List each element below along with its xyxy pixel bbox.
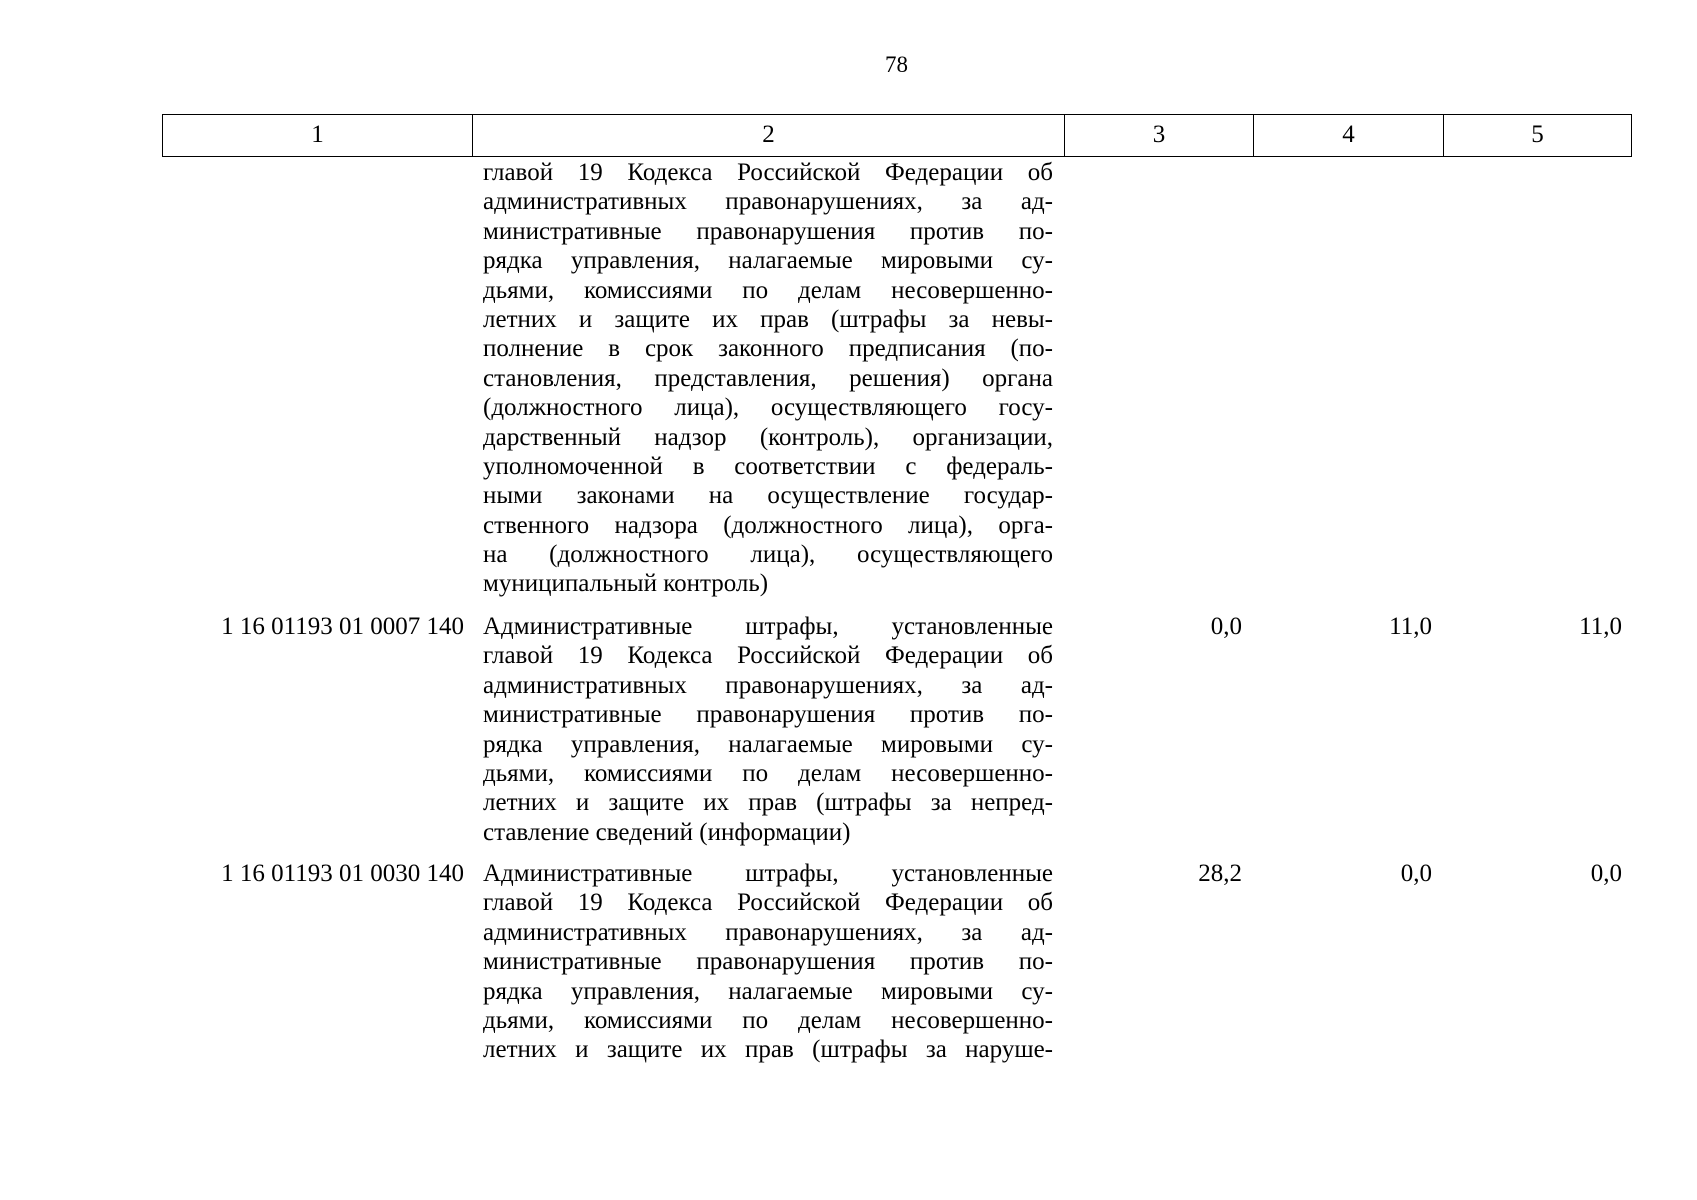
description-line: ными законами на осуществление государ- — [483, 482, 1053, 510]
description-line: Административные штрафы, установленные — [483, 860, 1053, 887]
row-value-col4: 11,0 — [1389, 613, 1432, 640]
description-line: административных правонарушениях, за ад- — [483, 918, 1053, 946]
description-line: дьями, комиссиями по делам несовершенно- — [483, 759, 1053, 787]
row-value-col4: 0,0 — [1400, 860, 1432, 887]
column-header-1: 1 — [163, 115, 473, 156]
description-line: полнение в срок законного предписания (по- — [483, 335, 1053, 363]
row-value-col3: 0,0 — [1210, 613, 1242, 640]
description-line: летних и защите их прав (штрафы за невы- — [483, 305, 1053, 333]
description-line: ственного надзора (должностного лица), орга- — [483, 511, 1053, 539]
description-line: на (должностного лица), осуществляющего — [483, 541, 1053, 569]
description-line: министративные правонарушения против по- — [483, 701, 1053, 729]
description-line: дьями, комиссиями по делам несовершенно- — [483, 276, 1053, 304]
row-value-col3: 28,2 — [1198, 860, 1242, 887]
column-header-3: 3 — [1065, 115, 1254, 156]
row-value-col5: 0,0 — [1590, 860, 1622, 887]
description-line: рядка управления, налагаемые мировыми су- — [483, 730, 1053, 758]
description-line: дьями, комиссиями по делам несовершенно- — [483, 1006, 1053, 1034]
row-code: 1 16 01193 01 0007 140 — [221, 613, 464, 640]
table-header-row — [162, 114, 1632, 157]
description-line: летних и защите их прав (штрафы за наруше- — [483, 1036, 1053, 1064]
row-description — [483, 612, 1053, 847]
description-line: министративные правонарушения против по- — [483, 217, 1053, 245]
row-code: 1 16 01193 01 0030 140 — [221, 860, 464, 887]
description-line: дарственный надзор (контроль), организации, — [483, 423, 1053, 451]
description-line: административных правонарушениях, за ад- — [483, 671, 1053, 699]
description-line: рядка управления, налагаемые мировыми су- — [483, 247, 1053, 275]
description-line: летних и защите их прав (штрафы за непред- — [483, 789, 1053, 817]
description-line: министративные правонарушения против по- — [483, 948, 1053, 976]
description-line: ставление сведений (информации) — [483, 818, 851, 846]
description-line: (должностного лица), осуществляющего госу- — [483, 394, 1053, 422]
description-line: главой 19 Кодекса Российской Федерации об — [483, 642, 1053, 670]
page-number: 78 — [885, 52, 908, 77]
continuation-description — [483, 158, 1053, 599]
description-line: уполномоченной в соответствии с федераль- — [483, 452, 1053, 480]
description-line: становления, представления, решения) органа — [483, 364, 1053, 392]
column-header-5: 5 — [1531, 121, 1544, 148]
row-description — [483, 859, 1053, 1065]
description-line: главой 19 Кодекса Российской Федерации об — [483, 159, 1053, 186]
description-line: рядка управления, налагаемые мировыми су- — [483, 977, 1053, 1005]
column-header-4: 4 — [1254, 115, 1444, 156]
description-line: Административные штрафы, установленные — [483, 613, 1053, 640]
description-line: главой 19 Кодекса Российской Федерации об — [483, 889, 1053, 917]
row-value-col5: 11,0 — [1579, 613, 1622, 640]
description-line: муниципальный контроль) — [483, 570, 769, 598]
description-line: административных правонарушениях, за ад- — [483, 188, 1053, 216]
column-header-2: 2 — [473, 115, 1065, 156]
